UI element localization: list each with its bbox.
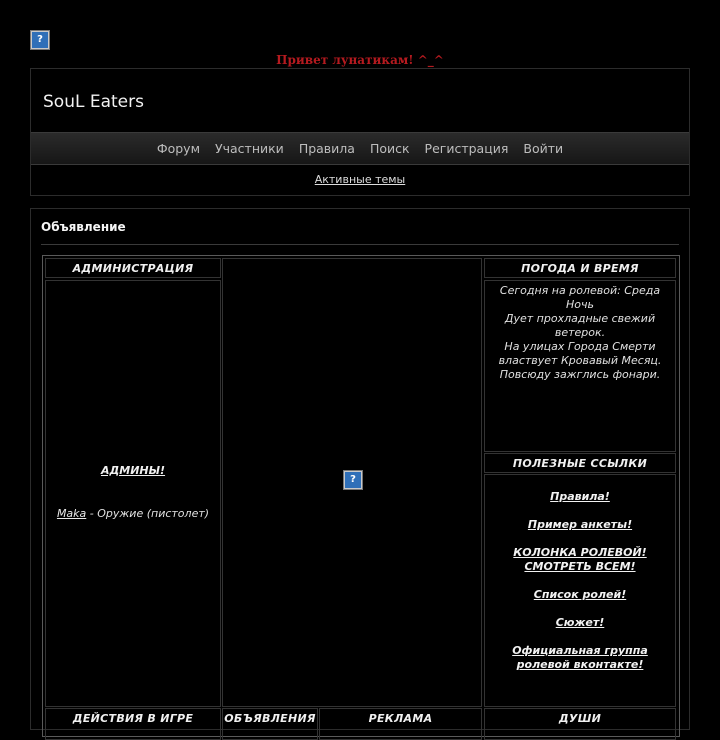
announcements-panel-title: ОБЪЯВЛЕНИЯ [224, 712, 316, 725]
weather-line: Дует прохладные свежий ветерок. [504, 312, 656, 339]
active-topics-link[interactable]: Активные темы [314, 173, 406, 186]
actions-panel-title: ДЕЙСТВИЯ В ИГРЕ [72, 712, 194, 725]
forum-header [30, 68, 690, 196]
nav-forum[interactable]: Форум [156, 141, 201, 156]
link-roleplay-column[interactable]: КОЛОНКА РОЛЕВОЙ! СМОТРЕТЬ ВСЕМ! [513, 546, 647, 573]
nav-login[interactable]: Войти [523, 141, 564, 156]
announcement-divider [41, 244, 679, 245]
broken-image-icon: ? [344, 471, 362, 489]
links-panel-title: ПОЛЕЗНЫЕ ССЫЛКИ [512, 457, 648, 470]
weather-line: На улицах Города Смерти властвует Кровавый Месяц. [498, 340, 662, 367]
admin-role: - Оружие (пистолет) [86, 507, 210, 520]
souls-panel-title: ДУШИ [558, 712, 602, 725]
nav-search[interactable]: Поиск [369, 141, 410, 156]
admins-heading[interactable]: АДМИНЫ! [100, 464, 166, 477]
admin-username[interactable]: Maka [56, 507, 87, 520]
weather-line: Повсюду зажглись фонари. [499, 368, 661, 381]
weather-text [485, 284, 675, 382]
greeting-banner: Привет лунатикам! ^_^ [276, 53, 444, 67]
admin-panel-title: АДМИНИСТРАЦИЯ [72, 262, 194, 275]
active-topics-bar [31, 173, 689, 186]
admin-panel [45, 280, 221, 707]
link-profile-example[interactable]: Пример анкеты! [527, 518, 633, 531]
nav-members[interactable]: Участники [215, 141, 284, 156]
link-plot[interactable]: Сюжет! [555, 616, 605, 629]
admin-entry [45, 507, 221, 520]
weather-line: Сегодня на ролевой: Среда Ночь [499, 284, 661, 311]
main-navigation [31, 132, 689, 165]
announcement-title: Объявление [41, 220, 126, 234]
weather-panel-title: ПОГОДА И ВРЕМЯ [521, 262, 639, 275]
link-roles-list[interactable]: Список ролей! [533, 588, 627, 601]
promo-panel-title: РЕКЛАМА [368, 712, 433, 725]
announcement-table [42, 255, 680, 737]
broken-image-icon: ? [31, 31, 49, 49]
announcement-section [30, 208, 690, 730]
useful-links-list [485, 490, 675, 686]
link-rules[interactable]: Правила! [550, 490, 610, 503]
nav-register[interactable]: Регистрация [424, 141, 509, 156]
site-title[interactable]: SouL Eaters [43, 92, 144, 112]
link-vk-group[interactable]: Официальная группа ролевой вконтакте! [512, 644, 648, 671]
nav-rules[interactable]: Правила [298, 141, 355, 156]
